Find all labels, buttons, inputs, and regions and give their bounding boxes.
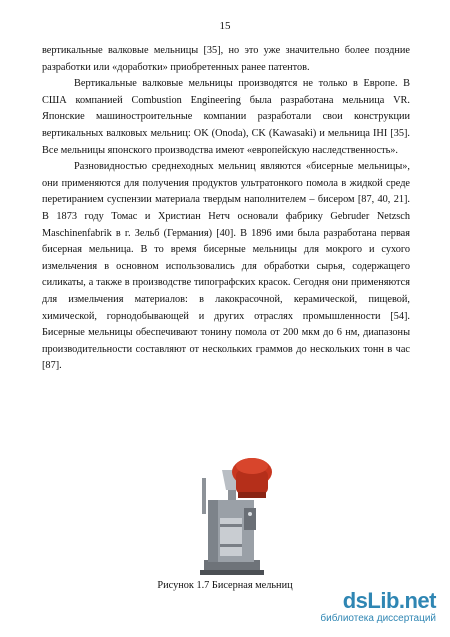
bead-mill-photo xyxy=(184,448,280,576)
feed-pipe xyxy=(202,478,206,514)
motor-base-ring xyxy=(238,492,266,498)
figure-caption: Рисунок 1.7 Бисерная мельниц xyxy=(157,580,293,591)
chamber-band-1 xyxy=(220,524,242,527)
panel-button xyxy=(248,512,252,516)
watermark-subtitle: библиотека диссертаций xyxy=(320,613,436,624)
grinding-chamber xyxy=(220,518,242,556)
body-text xyxy=(42,43,410,375)
chamber-band-2 xyxy=(220,544,242,547)
machine-base-foot xyxy=(200,570,264,575)
paragraph-3: Разновидностью среднеходных мельниц являются «бисерные мельницы», они применяются для получения продуктов ультратонкого помола в жидкой среде перетиранием суспензии материала твердым наполнителем – бисером [87, 40, 21]. В 1873 году Томас и Христиан Нетч основали фабрику Gebruder Netzsch Maschinenfabrik в г. Зельб (Германия) [40]. В 1896 ими была разработана первая бисерная мельница. В то время бисерные мельницы для мокрого и сухого измельчения в основном использовались для обработки сырья, содержащего силикаты, а также в производстве типографских красок. Сегодня они применяются для измельчения материалов: в лакокрасочной, керамической, пищевой, химической, горнодобывающей и других отраслях промышленности [54]. Бисерные мельницы обеспечивают тонину помола от 200 мкм до 6 нм, диапазоны производительности составляют от нескольких граммов до нескольких тонн в час [87]. xyxy=(42,161,410,372)
page-number: 15 xyxy=(219,20,231,32)
watermark-logo: dsLib.net xyxy=(342,588,436,613)
watermark xyxy=(320,589,436,625)
paragraph-2: Вертикальные валковые мельницы производятся не только в Европе. В США компанией Combustion Engineering была разработана мельница VR. Японские машиностроительные компании разработали свои конструкции вертикальных валковых мельниц: OK (Onoda), CK (Kawasaki) и мельница IHI [35]. Все мельницы японского производства имеют «европейскую наследственность». xyxy=(42,78,410,156)
motor-top xyxy=(236,458,268,474)
paragraph-1: вертикальные валковые мельницы [35], но это уже значительно более поздние разработки или «доработки» приобретенных ранее патентов. xyxy=(42,45,410,73)
cabinet-shadow xyxy=(208,500,218,562)
control-panel xyxy=(244,508,256,530)
hopper-neck xyxy=(228,490,236,500)
